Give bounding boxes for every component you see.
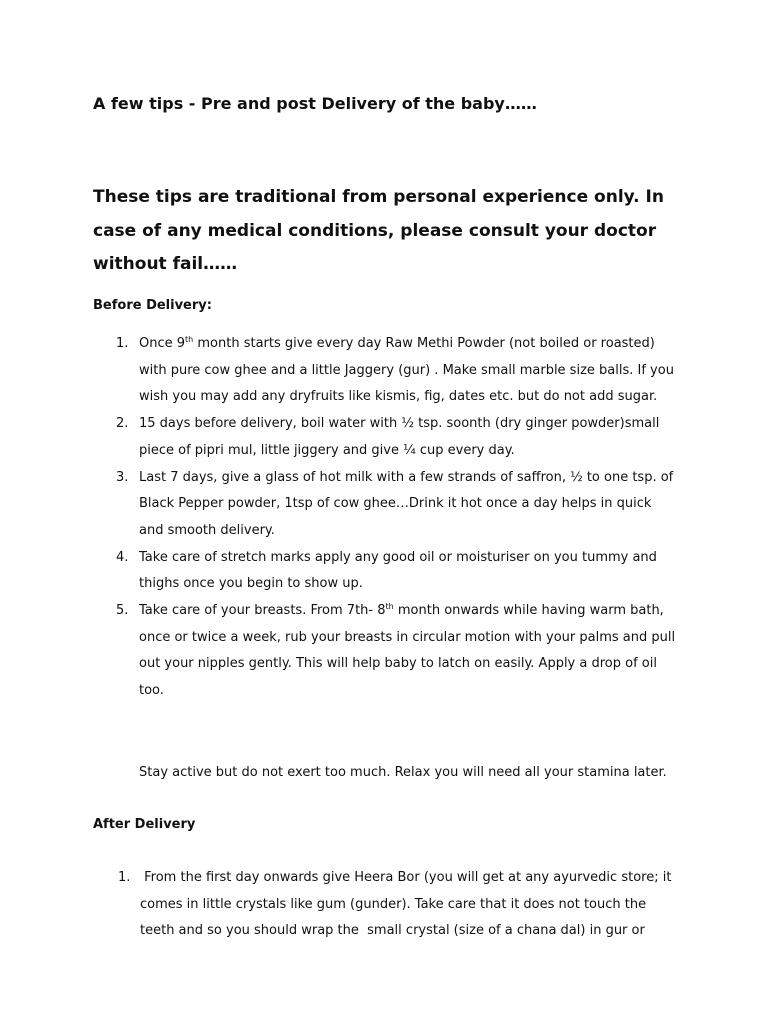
before-delivery-note: Stay active but do not exert too much. Relax you will need all your stamina later. bbox=[139, 765, 667, 780]
list-item-text: Take care of your breasts. From 7th- 8th month onwards while having warm bath, once or twice a week, rub your breasts in circular motion with your palms and pull out your nipples gently. This will help baby to latch on easily. Apply a drop of oil too. bbox=[139, 602, 676, 699]
list-item bbox=[0, 465, 768, 545]
list-item bbox=[0, 411, 768, 464]
list-item-number: 3. bbox=[116, 469, 129, 485]
after-delivery-heading: After Delivery bbox=[93, 817, 196, 832]
list-item bbox=[0, 331, 768, 411]
list-item-number: 1. bbox=[116, 336, 129, 351]
list-item-text: Once 9th month starts give every day Raw Methi Powder (not boiled or roasted) with pure cow ghee and a little Jaggery (gur) . Make small marble size balls. If you wish you may add any dryfruits like kismis, fig, dates etc. but do not add sugar. bbox=[139, 335, 674, 405]
list-item bbox=[0, 545, 768, 598]
after-delivery-list bbox=[0, 865, 768, 945]
list-item-text: Take care of stretch marks apply any good oil or moisturiser on you tummy and thighs once you begin to show up. bbox=[139, 549, 657, 592]
disclaimer: These tips are traditional from personal experience only. In case of any medical conditions, please consult your doctor without fail…… bbox=[93, 187, 664, 274]
list-item-text: 15 days before delivery, boil water with ½ tsp. soonth (dry ginger powder)small piece of pipri mul, little jiggery and give ¼ cup every day. bbox=[139, 416, 660, 458]
list-item-number: 5. bbox=[116, 603, 129, 619]
list-item-text: Last 7 days, give a glass of hot milk with a few strands of saffron, ½ to one tsp. of Black Pepper powder, 1tsp of cow ghee…Drink it hot once a day helps in quick and smooth delivery. bbox=[139, 469, 674, 538]
list-item-number: 2. bbox=[116, 416, 129, 432]
before-delivery-list bbox=[0, 331, 768, 705]
list-item-number: 4. bbox=[116, 549, 129, 565]
list-item-number: 1. bbox=[118, 870, 131, 885]
list-item-text: From the first day onwards give Heera Bor (you will get at any ayurvedic store; it comes in little crystals like gum (gunder). Take care that it does not touch the teeth and so you should wrap the small crystal (size of a chana dal) in gur or bbox=[140, 870, 676, 939]
document-title: A few tips - Pre and post Delivery of the baby…… bbox=[93, 94, 537, 113]
list-item bbox=[0, 598, 768, 705]
before-delivery-heading: Before Delivery: bbox=[93, 298, 212, 313]
list-item bbox=[0, 865, 768, 945]
